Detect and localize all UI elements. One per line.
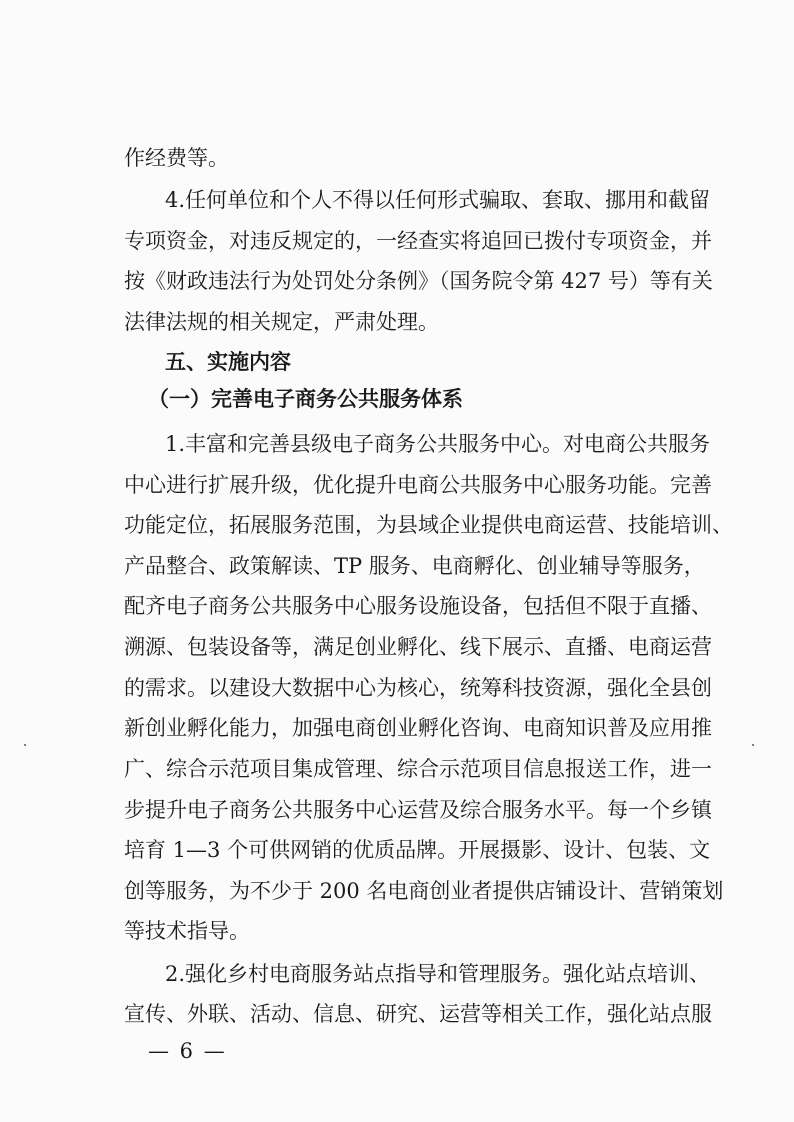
text-line: 宣传、外联、活动、信息、研究、运营等相关工作，强化站点服 [124,1002,712,1026]
text-line: 培育 1—3 个可供网销的优质品牌。开展摄影、设计、包装、文 [124,838,711,862]
scan-speck [24,744,26,746]
text-line: 等技术指导。 [124,919,250,943]
text-line: 溯源、包装设备等，满足创业孵化、线下展示、直播、电商运营 [124,635,712,659]
scan-speck [752,744,754,746]
text-line: 2.强化乡村电商服务站点指导和管理服务。强化站点培训、 [165,962,711,986]
subsection-heading: （一）完善电子商务公共服务体系 [148,387,463,411]
text-line: 产品整合、政策解读、TP 服务、电商孵化、创业辅导等服务， [124,554,705,578]
section-heading: 五、实施内容 [165,349,291,374]
text-line: 4.任何单位和个人不得以任何形式骗取、套取、挪用和截留 [165,188,711,212]
text-line: 功能定位，拓展服务范围，为县域企业提供电商运营、技能培训、 [124,513,733,537]
text-line: 1.丰富和完善县级电子商务公共服务中心。对电商公共服务 [165,432,711,456]
text-line: 广、综合示范项目集成管理、综合示范项目信息报送工作，进一 [124,757,712,781]
text-line: 法律法规的相关规定，严肃处理。 [124,310,439,334]
text-line: 新创业孵化能力，加强电商创业孵化咨询、电商知识普及应用推 [124,716,712,740]
text-line: 按《财政违法行为处罚处分条例》（国务院令第 427 号）等有关 [124,269,713,293]
text-line: 的需求。以建设大数据中心为核心，统筹科技资源，强化全县创 [124,676,712,700]
page-number: — 6 — [148,1039,227,1063]
text-line: 配齐电子商务公共服务中心服务设施设备，包括但不限于直播、 [124,594,712,618]
text-line: 创等服务，为不少于 200 名电商创业者提供店铺设计、营销策划 [124,879,724,903]
text-line: 步提升电子商务公共服务中心运营及综合服务水平。每一个乡镇 [124,798,712,822]
text-line: 作经费等。 [124,146,229,170]
text-line: 中心进行扩展升级，优化提升电商公共服务中心服务功能。完善 [124,473,712,497]
text-line: 专项资金，对违反规定的，一经查实将追回已拨付专项资金，并 [124,229,712,253]
